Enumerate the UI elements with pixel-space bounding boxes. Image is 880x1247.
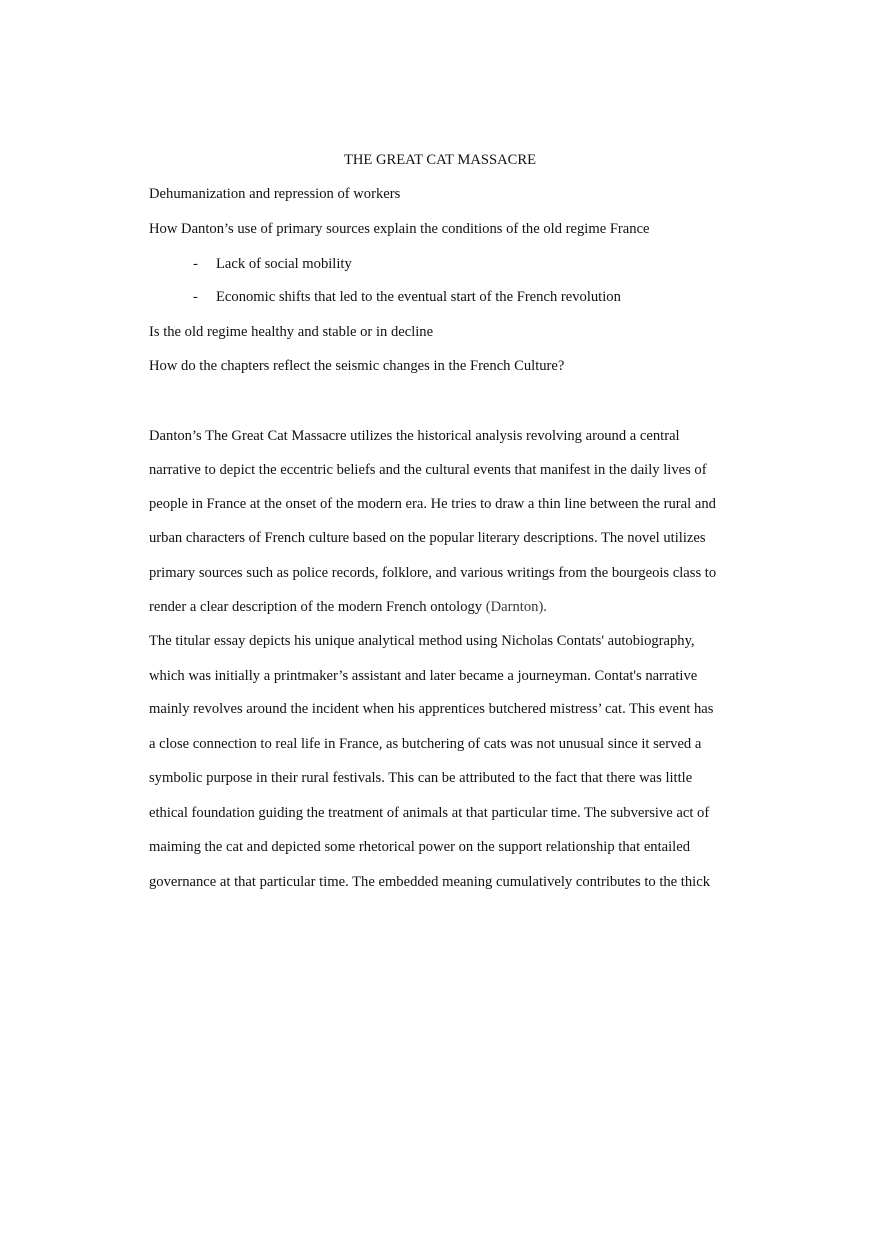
outline-line-1: Dehumanization and repression of workers: [149, 186, 401, 202]
body-line: governance at that particular time. The embedded meaning cumulatively contributes to the thick: [149, 874, 710, 890]
bullet-marker: -: [193, 289, 198, 305]
body-line: urban characters of French culture based on the popular literary descriptions. The novel utilizes: [149, 530, 706, 546]
body-line: Danton’s The Great Cat Massacre utilizes the historical analysis revolving around a central: [149, 428, 680, 444]
body-line: people in France at the onset of the modern era. He tries to draw a thin line between the rural and: [149, 496, 716, 512]
body-line: ethical foundation guiding the treatment of animals at that particular time. The subversive act of: [149, 805, 710, 821]
bullet-text: Lack of social mobility: [216, 256, 352, 272]
outline-line-2: How Danton’s use of primary sources explain the conditions of the old regime France: [149, 221, 650, 237]
body-line: primary sources such as police records, folklore, and various writings from the bourgeois class to: [149, 565, 717, 581]
body-line-with-citation: [149, 598, 547, 616]
body-line: which was initially a printmaker’s assistant and later became a journeyman. Contat's narrative: [149, 668, 698, 684]
bullet-marker: -: [193, 256, 198, 272]
citation: (Darnton).: [485, 599, 547, 615]
body-line: mainly revolves around the incident when his apprentices butchered mistress’ cat. This event has: [149, 701, 714, 717]
bullet-text: Economic shifts that led to the eventual start of the French revolution: [216, 289, 621, 305]
body-line: narrative to depict the eccentric beliefs and the cultural events that manifest in the daily lives of: [149, 462, 707, 478]
body-line: symbolic purpose in their rural festivals. This can be attributed to the fact that there was little: [149, 770, 693, 786]
body-line: maiming the cat and depicted some rhetorical power on the support relationship that entailed: [149, 839, 691, 855]
body-line: The titular essay depicts his unique analytical method using Nicholas Contats' autobiography,: [149, 633, 695, 649]
body-line: render a clear description of the modern French ontology: [149, 599, 486, 615]
document-title: THE GREAT CAT MASSACRE: [343, 152, 537, 168]
outline-line-3: Is the old regime healthy and stable or in decline: [149, 324, 434, 340]
outline-line-4: How do the chapters reflect the seismic changes in the French Culture?: [149, 358, 565, 374]
body-line: a close connection to real life in France, as butchering of cats was not unusual since it served a: [149, 736, 702, 752]
